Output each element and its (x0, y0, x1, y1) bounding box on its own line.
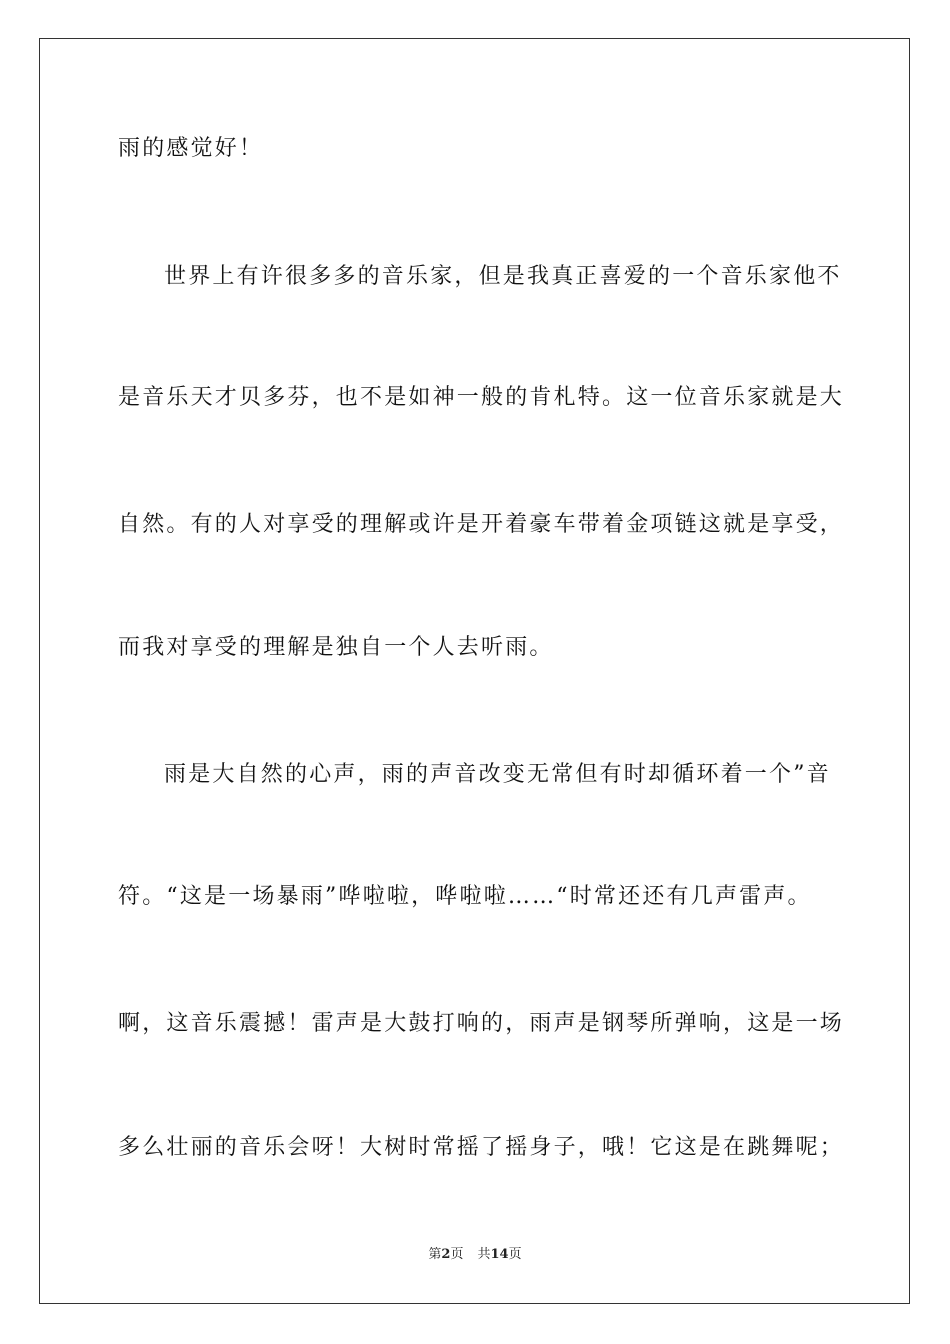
total-prefix: 共 (477, 1247, 491, 1262)
text-line-5: 而我对享受的理解是独自一个人去听雨。 (118, 635, 554, 660)
text-line-8: 啊，这音乐震撼！雷声是大鼓打响的，雨声是钢琴所弹响，这是一场 (118, 1011, 845, 1036)
page-number: 2 (441, 1247, 451, 1262)
page-footer (0, 1246, 950, 1264)
text-line-7: 符。“这是一场暴雨”哗啦啦，哗啦啦……“时常还还有几声雷声。 (118, 884, 812, 909)
text-line-9: 多么壮丽的音乐会呀！大树时常摇了摇身子，哦！它这是在跳舞呢； (118, 1135, 845, 1160)
total-suffix: 页 (508, 1247, 522, 1262)
page-suffix: 页 (450, 1247, 464, 1262)
page-prefix: 第 (428, 1247, 442, 1262)
total-pages: 14 (490, 1247, 509, 1262)
text-line-4: 自然。有的人对享受的理解或许是开着豪车带着金项链这就是享受， (118, 512, 845, 537)
text-line-6: 雨是大自然的心声，雨的声音改变无常但有时却循环着一个”音 (164, 762, 831, 787)
text-line-2: 世界上有许很多多的音乐家，但是我真正喜爱的一个音乐家他不 (164, 264, 842, 289)
text-line-1: 雨的感觉好！ (118, 136, 264, 161)
page-border (39, 38, 910, 1304)
text-line-3: 是音乐天才贝多芬，也不是如神一般的肯札特。这一位音乐家就是大 (118, 385, 845, 410)
